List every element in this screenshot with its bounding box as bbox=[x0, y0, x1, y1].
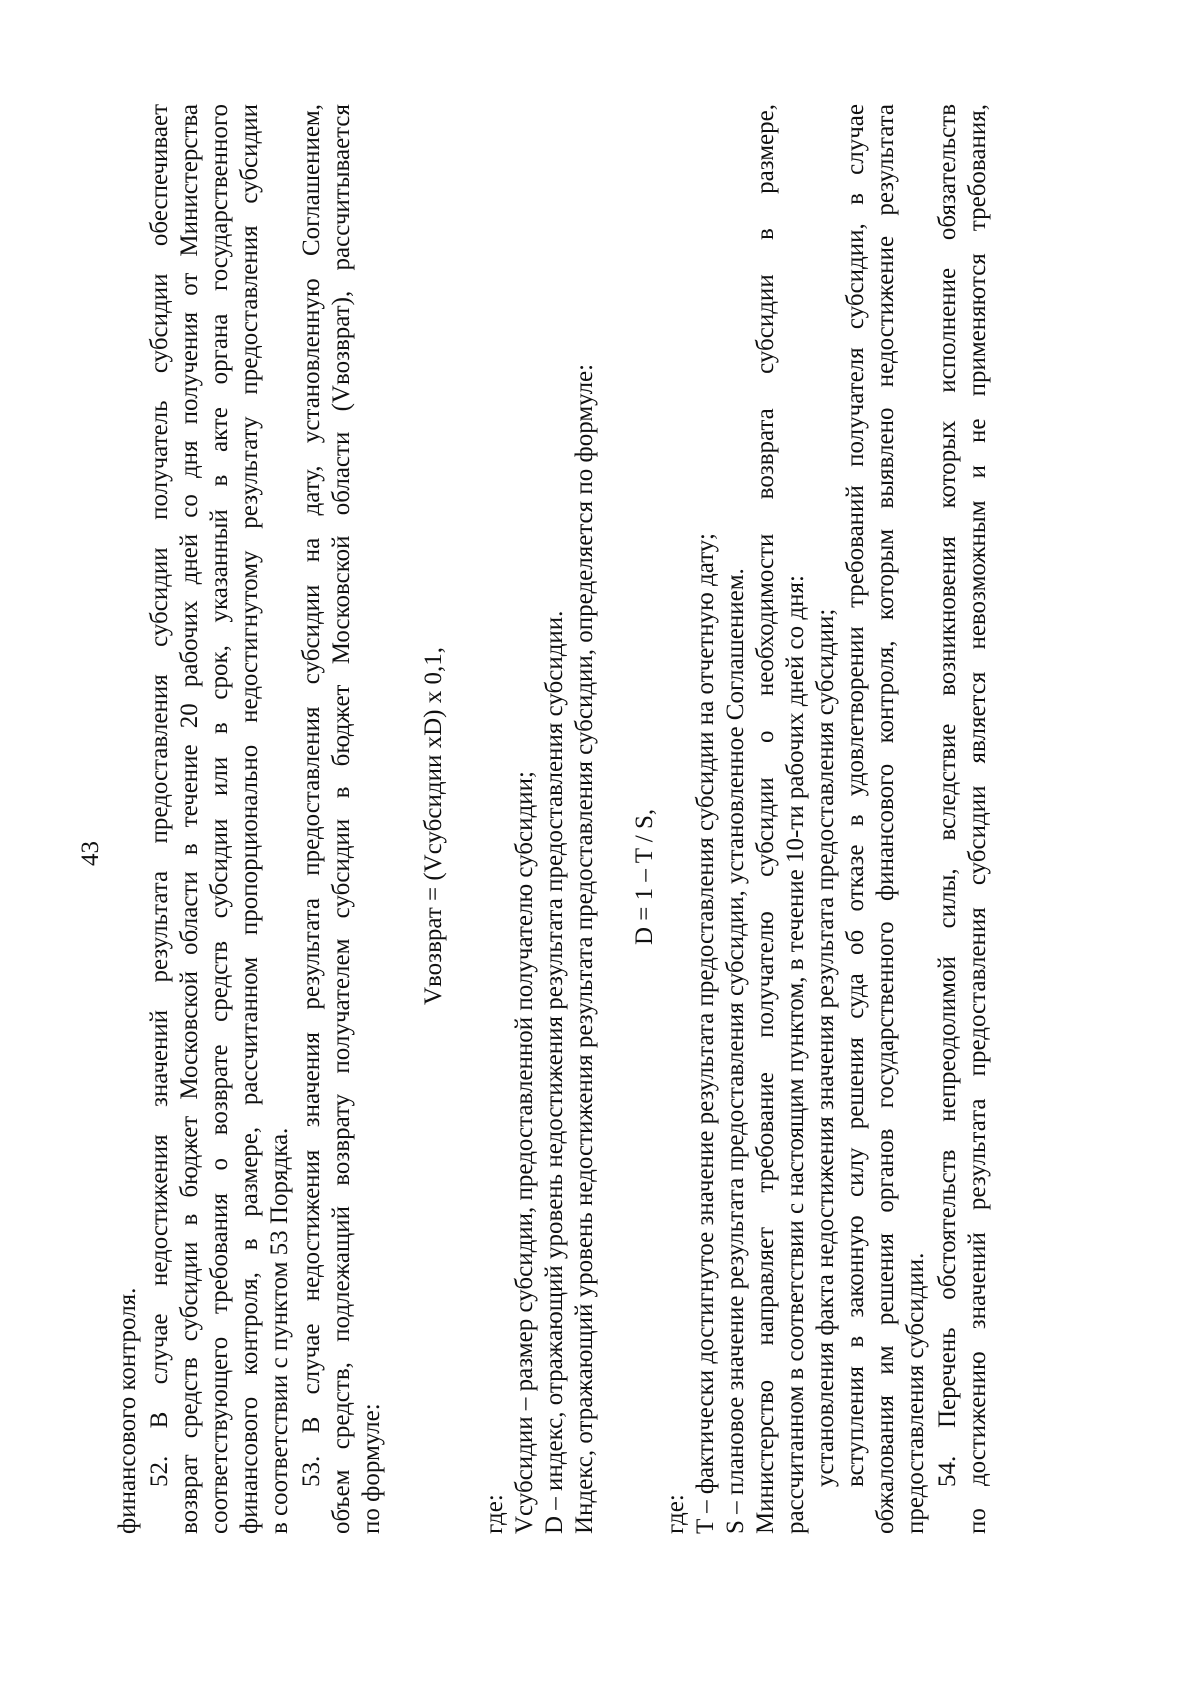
text-line: финансового контроля, в размере, рассчитанном пропорционально недостигнутому результату предоставления субсидии bbox=[236, 104, 263, 1534]
text-line: в соответствии с пунктом 53 Порядка. bbox=[266, 1127, 293, 1534]
text-line: рассчитанном в соответствии с настоящим пунктом, в течение 10-ти рабочих дней со дня: bbox=[782, 575, 809, 1534]
text-line: соответствующего требования о возврате средств субсидии или в срок, указанный в акте органа государственного bbox=[206, 104, 233, 1534]
text-line: где: bbox=[481, 1494, 508, 1534]
paragraph-54-first-line: 54. Перечень обстоятельств непреодолимой силы, вследствие возникновения которых исполнение обязательств bbox=[934, 104, 961, 1487]
text-line: объем средств, подлежащий возврату получателем субсидии в бюджет Московской области (Vвозврат), рассчитывается bbox=[328, 104, 355, 1534]
page-number: 43 bbox=[77, 841, 104, 866]
text-line: Министерство направляет требование получателю субсидии о необходимости возврата субсидии в размере, bbox=[752, 104, 779, 1534]
text-line: S – плановое значение результата предоставления субсидии, установленное Соглашением. bbox=[722, 568, 749, 1534]
text-line: по формуле: bbox=[358, 1403, 385, 1534]
formula-refund: Vвозврат = (Vсубсидии xD) x 0,1, bbox=[420, 647, 447, 1005]
text-line: вступления в законную силу решения суда об отказе в удовлетворении требований получателя субсидии, в случае bbox=[842, 104, 869, 1487]
paragraph-52-first-line: 52. В случае недостижения значений результата предоставления субсидии получатель субсидии обеспечивает bbox=[146, 104, 173, 1487]
text-line: по достижению значений результата предоставления субсидии является невозможным и не применяются требования, bbox=[964, 104, 991, 1534]
text-line: Индекс, отражающий уровень недостижения результата предоставления субсидии, определяется по формуле: bbox=[571, 363, 598, 1534]
paragraph-53-first-line: 53. В случае недостижения значения результата предоставления субсидии на дату, установленную Соглашением, bbox=[298, 104, 325, 1487]
text-line: финансового контроля. bbox=[114, 1287, 141, 1534]
text-line: D – индекс, отражающий уровень недостижения результата предоставления субсидии. bbox=[541, 610, 568, 1534]
text-line: Vсубсидии – размер субсидии, предоставленной получателю субсидии; bbox=[511, 771, 538, 1534]
text-line: возврат средств субсидии в бюджет Московской области в течение 20 рабочих дней со дня получения от Министерства bbox=[176, 104, 203, 1534]
text-line: T – фактически достигнутое значение результата предоставления субсидии на отчетную дату; bbox=[692, 533, 719, 1534]
formula-index: D = 1 – T / S, bbox=[631, 808, 658, 945]
text-line: где: bbox=[662, 1494, 689, 1534]
text-line: предоставления субсидии. bbox=[902, 1252, 929, 1534]
text-line: установления факта недостижения значения результата предоставления субсидии; bbox=[812, 608, 839, 1487]
text-line: обжалования им решения органов государственного финансового контроля, которым выявлено недостижение результата bbox=[872, 104, 899, 1534]
